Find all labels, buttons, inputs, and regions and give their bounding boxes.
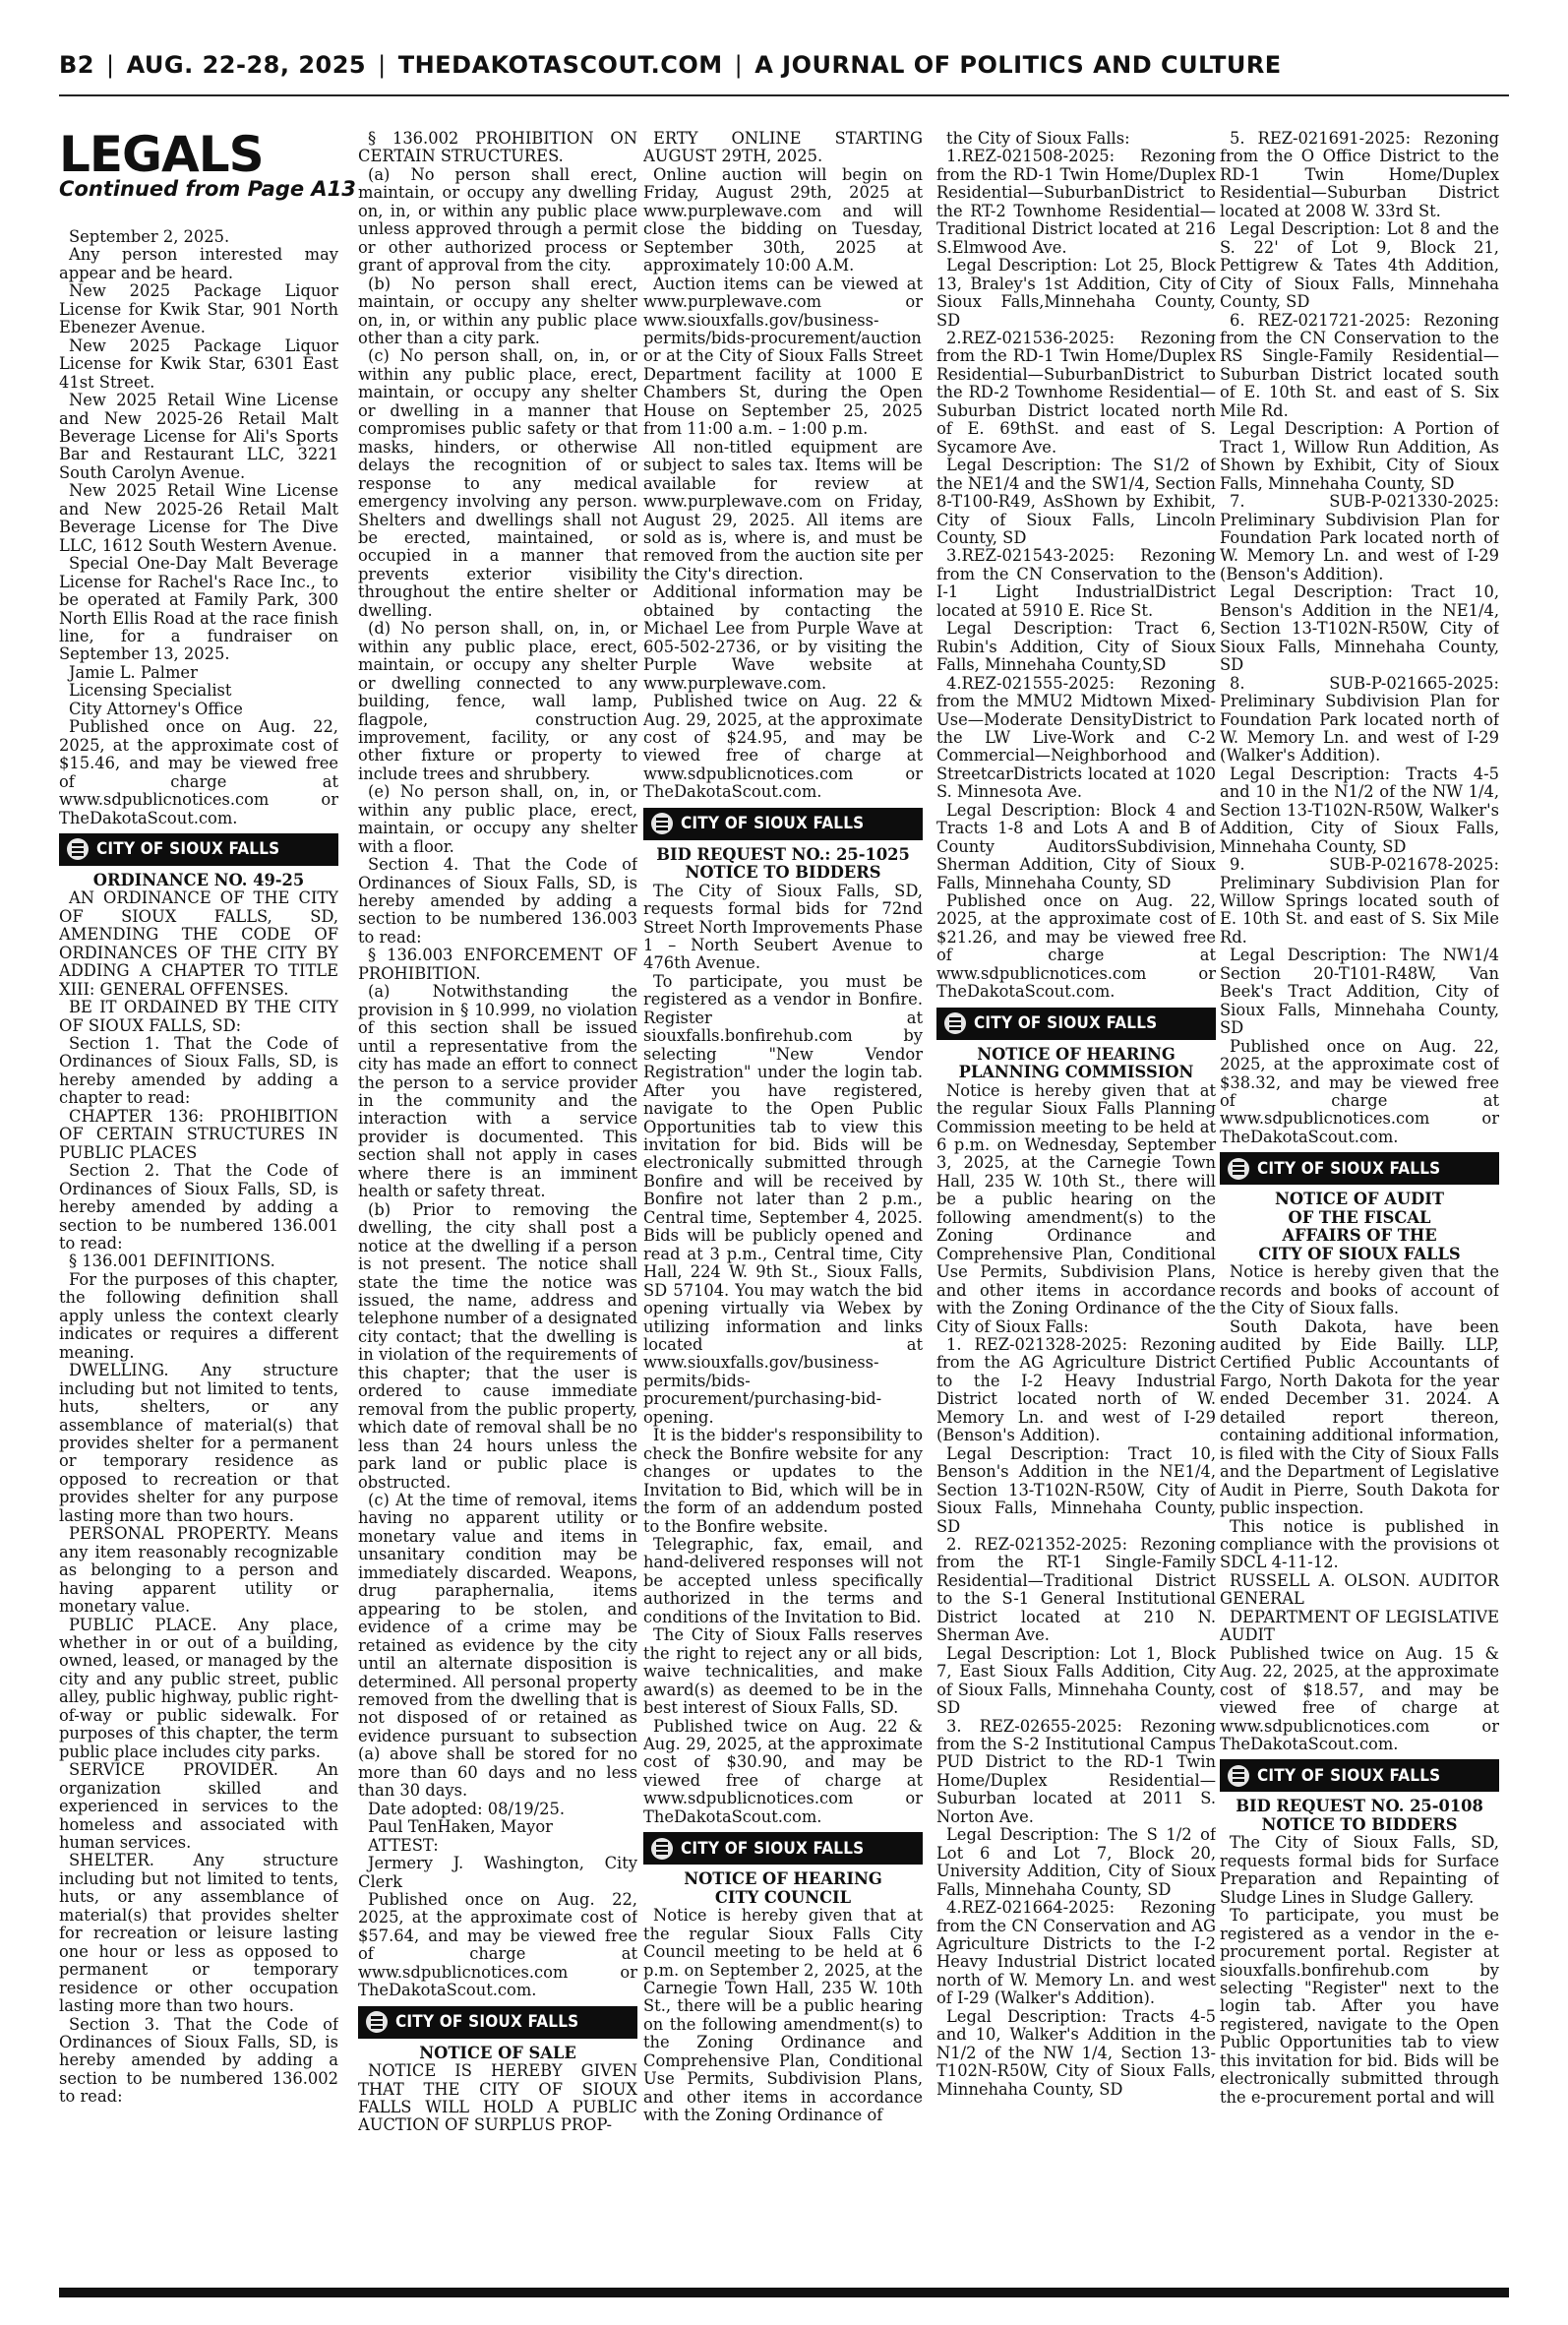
paragraph: Published twice on Aug. 15 & Aug. 22, 2025, at the approximate cost of $18.57, and may be viewed free of charge at www.sdpublicnotices.com or TheDakotaScout.com. xyxy=(1220,1643,1499,1753)
paragraph: 3.REZ-021543-2025: Rezoning from the CN Conservation to the I-1 Light IndustrialDistrict located at 5910 E. Rice St. xyxy=(936,546,1216,620)
paragraph: Section 4. That the Code of Ordinances of Sioux Falls, SD, is hereby amended by adding a section to be numbered 136.003 to read: xyxy=(358,855,637,947)
notice-heading xyxy=(643,1870,923,1907)
heading-line: CITY COUNCIL xyxy=(714,1887,852,1907)
paragraph: Legal Description: Block 4 and Tracts 1-8 and Lots A and B of County AuditorsSubdivision, Sherman Addition, City of Sioux Falls, Minnehaha County, SD xyxy=(936,800,1216,892)
paragraph: Legal Description: Lot 8 and the S. 22' of Lot 9, Block 21, Pettigrew & Tates 4th Addition, City of Sioux Falls, Minnehaha County, SD xyxy=(1220,219,1499,312)
paragraph: Paul TenHaken, Mayor xyxy=(368,1817,553,1837)
heading-line: NOTICE TO BIDDERS xyxy=(1261,1814,1458,1834)
heading-line: NOTICE TO BIDDERS xyxy=(685,863,881,883)
paragraph: NOTICE IS HEREBY GIVEN THAT THE CITY OF SIOUX FALLS WILL HOLD A PUBLIC AUCTION OF SURPLUS PROP- xyxy=(358,2061,637,2135)
paragraph: Published once on Aug. 22, 2025, at the approximate cost of $21.26, and may be viewed free of charge at www.sdpublicnotices.com or TheDakotaScout.com. xyxy=(936,891,1216,1002)
paragraph: § 136.002 PROHIBITION ON CERTAIN STRUCTURES. xyxy=(358,130,637,166)
notice-text xyxy=(643,1907,923,2124)
notice-text xyxy=(1220,1834,1499,2107)
heading-line: NOTICE OF HEARING xyxy=(977,1044,1176,1064)
city-section-bar: CITY OF SIOUX FALLS xyxy=(59,833,338,866)
paragraph: 8. SUB-P-021665-2025: Preliminary Subdivision Plan for Foundation Park located north of W. Memory Ln. and west of I-29 (Walker's Addition). xyxy=(1220,673,1499,765)
paragraph: 5. REZ-021691-2025: Rezoning from the O Office District to the RD-1 Twin Home/Duplex Residential—Suburban District located at 2008 W. 33rd St. xyxy=(1220,130,1499,220)
paragraph: 2. REZ-021352-2025: Rezoning from the RT-1 Single-Family Residential—Traditional District to the S-1 General Institutional District located at 210 N. Sherman Ave. xyxy=(936,1534,1216,1645)
paragraph: Published once on Aug. 22, 2025, at the approximate cost of $38.32, and may be viewed free of charge at www.sdpublicnotices.com or TheDakotaScout.com. xyxy=(1220,1036,1499,1146)
city-section-bar: CITY OF SIOUX FALLS xyxy=(358,2006,637,2039)
city-logo-icon xyxy=(651,813,673,834)
paragraph: ERTY ONLINE STARTING AUGUST 29TH, 2025. xyxy=(643,130,923,166)
paragraph: Auction items can be viewed at www.purplewave.com or www.siouxfalls.gov/business-permits/bids-procurement/auction or at the City of Sioux Falls Street Department facility at 1000 E Chambers St, during the Open House on September 25, 2025 from 11:00 a.m. – 1:00 p.m. xyxy=(643,274,923,439)
paragraph: The City of Sioux Falls, SD, requests formal bids for 72nd Street North Improvements Phase 1 – North Seubert Avenue to 476th Avenue. xyxy=(643,881,923,973)
paragraph: PUBLIC PLACE. Any place, whether in or out of a building, owned, leased, or managed by the city and any public street, public alley, public highway, public right-of-way or public sidewalk. For purposes of this chapter, the term public place includes city parks. xyxy=(59,1615,338,1761)
notice-heading xyxy=(1220,1191,1499,1263)
paragraph: BE IT ORDAINED BY THE CITY OF SIOUX FALLS, SD: xyxy=(59,998,338,1035)
paragraph: 9. SUB-P-021678-2025: Preliminary Subdivision Plan for Willow Springs located south of E. 10th St. and east of S. Six Mile Rd. xyxy=(1220,855,1499,947)
notice-heading: ORDINANCE NO. 49-25 xyxy=(92,870,305,889)
paragraph: SERVICE PROVIDER. An organization skilled and experienced in services to the homeless and associated with human services. xyxy=(59,1760,338,1852)
city-section-bar: CITY OF SIOUX FALLS xyxy=(936,1008,1216,1040)
paragraph: All non-titled equipment are subject to sales tax. Items will be available for review at www.purplewave.com on Friday, August 29, 2025. All items are sold as is, where is, and must be removed from the auction site per the City's direction. xyxy=(643,437,923,583)
continued-from: Continued from Page A13 xyxy=(59,177,356,201)
city-logo-icon xyxy=(1228,1765,1249,1787)
city-logo-icon xyxy=(944,1012,966,1034)
section-title: LEGALS xyxy=(59,126,264,183)
paragraph: RUSSELL A. OLSON. AUDITOR GENERAL xyxy=(1220,1570,1499,1609)
paragraph: DEPARTMENT OF LEGISLATIVE AUDIT xyxy=(1220,1607,1499,1645)
paragraph: Notice is hereby given that at the regular Sioux Falls Planning Commission meeting to be held at 6 p.m. on Wednesday, September 3, 2025, at the Carnegie Town Hall, 235 W. 10th St., there will be a public hearing on the following amendment(s) to the Zoning Ordinance and Comprehensive Plan, Conditional Use Permits, Subdivision Plans, and other items in accordance with the Zoning Ordinance of the City of Sioux Falls: xyxy=(936,1080,1216,1336)
paragraph: 4.REZ-021555-2025: Rezoning from the MMU2 Midtown Mixed-Use—Moderate DensityDistrict to the LW Live-Work and C-2 Commercial—Neighborhood and StreetcarDistricts located at 1020 S. Minnesota Ave. xyxy=(936,673,1216,802)
paragraph: Jermery J. Washington, City Clerk xyxy=(358,1854,637,1891)
notice-text xyxy=(643,130,923,802)
city-logo-icon xyxy=(651,1838,673,1860)
paragraph: New 2025 Retail Wine License and New 2025-26 Retail Malt Beverage License for The Dive LLC, 1612 South Western Avenue. xyxy=(59,481,338,555)
column-1 xyxy=(59,228,338,2283)
heading-line: PLANNING COMMISSION xyxy=(958,1063,1194,1082)
site-name: THEDAKOTASCOUT.COM xyxy=(397,51,723,79)
paragraph: DWELLING. Any structure including but not limited to tents, huts, shelters, or any assemblance of material(s) that provides shelter for a permanent or temporary residence as opposed to recreation or that provides shelter for any purpose lasting more than two hours. xyxy=(59,1361,338,1525)
header-separator: | xyxy=(106,51,115,79)
city-logo-icon xyxy=(366,2011,388,2033)
paragraph: 6. REZ-021721-2025: Rezoning from the CN Conservation to the RS Single-Family Residential—Suburban District located south of E. 10th St. and east of S. Six Mile Rd. xyxy=(1220,310,1499,420)
column-5 xyxy=(1220,130,1499,2283)
notice-heading xyxy=(643,846,923,883)
footer-rule xyxy=(59,2288,1509,2297)
paragraph: For the purposes of this chapter, the following definition shall apply unless the context clearly indicates or requires a different meaning. xyxy=(59,1269,338,1362)
paragraph: AN ORDINANCE OF THE CITY OF SIOUX FALLS, SD, AMENDING THE CODE OF ORDINANCES OF THE CITY BY ADDING A CHAPTER TO TITLE XIII: GENERAL OFFENSES. xyxy=(59,888,338,999)
paragraph: Legal Description: Tract 10, Benson's Addition in the NE1/4, Section 13-T102N-R50W, City of Sioux Falls, Minnehaha County, SD xyxy=(1220,582,1499,675)
paragraph: the City of Sioux Falls: xyxy=(946,130,1130,148)
paragraph: Telegraphic, fax, email, and hand-delivered responses will not be accepted unless specifically authorized in the terms and conditions of the Invitation to Bid. xyxy=(643,1534,923,1626)
paragraph: Published once on Aug. 22, 2025, at the approximate cost of $15.46, and may be viewed free of charge at www.sdpublicnotices.com or TheDakotaScout.com. xyxy=(59,717,338,827)
header-separator: | xyxy=(734,51,744,79)
paragraph: South Dakota, have been audited by Eide Bailly. LLP, Certified Public Accountants of Fargo, North Dakota for the year ended December 31. 2024. A detailed report thereon, containing additional information, is filed with the City of Sioux Falls and the Department of Legislative Audit in Pierre, South Dakota for public inspection. xyxy=(1220,1316,1499,1518)
paragraph: 4.REZ-021664-2025: Rezoning from the CN Conservation and AG Agriculture Districts to the I-2 Heavy Industrial District located north of W. Memory Ln. and west of I-29 (Walker's Addition). xyxy=(936,1898,1216,2008)
paragraph: Online auction will begin on Friday, August 29th, 2025 at www.purplewave.com and will close the bidding on Tuesday, September 30th, 2025 at approximately 10:00 A.M. xyxy=(643,164,923,275)
notice-text xyxy=(358,130,637,2000)
paragraph: (b) No person shall erect, maintain, or occupy any shelter on, in, or within any public place other than a city park. xyxy=(358,274,637,347)
notice-text xyxy=(936,130,1216,1002)
paragraph: 3. REZ-02655-2025: Rezoning from the S-2 Institutional Campus PUD District to the RD-1 Twin Home/Duplex Residential—Suburban located at 2011 S. Norton Ave. xyxy=(936,1716,1216,1826)
paragraph: (d) No person shall, on, in, or within any public place, erect, maintain, or occupy any shelter or dwelling connected to any building, fence, wall lamp, flagpole, construction improvement, facility, or any other fixture or property to include trees and shrubbery. xyxy=(358,619,637,783)
paragraph: ATTEST: xyxy=(368,1835,439,1855)
notice-text xyxy=(936,1082,1216,2099)
paragraph: To participate, you must be registered as a vendor in Bonfire. Register at siouxfalls.bonfirehub.com by selecting "New Vendor Registration" under the login tab. After you have registered, navigate to the Open Public Opportunities tab to view this invitation for bid. Bids will be electronically submitted through Bonfire and will be received by Bonfire not later than 2 p.m., Central time, September 4, 2025. Bids will be publicly opened and read at 3 p.m., Central time, City Hall, 224 W. 9th St., Sioux Falls, SD 57104. You may watch the bid opening virtually via Webex by utilizing information and links located at www.siouxfalls.gov/business-permits/bids-procurement/purchasing-bid-opening. xyxy=(643,971,923,1427)
city-section-bar: CITY OF SIOUX FALLS xyxy=(643,1832,923,1865)
paragraph: City Attorney's Office xyxy=(69,699,243,718)
city-section-bar: CITY OF SIOUX FALLS xyxy=(643,808,923,840)
paragraph: Legal Description: The NW1/4 Section 20-T101-R48W, Van Beek's Tract Addition, City of Sioux Falls, Minnehaha County, SD xyxy=(1220,946,1499,1038)
paragraph: § 136.003 ENFORCEMENT OF PROHIBITION. xyxy=(358,946,637,983)
paragraph: 1.REZ-021508-2025: Rezoning from the RD-1 Twin Home/Duplex Residential—SuburbanDistrict to the RT-2 Townhome Residential—Traditional District located at 216 S.Elmwood Ave. xyxy=(936,147,1216,257)
heading-line: OF THE FISCAL xyxy=(1288,1207,1431,1227)
paragraph: Any person interested may appear and be heard. xyxy=(59,245,338,282)
column-2 xyxy=(358,130,637,2283)
city-section-bar: CITY OF SIOUX FALLS xyxy=(1220,1152,1499,1185)
notice-text xyxy=(1220,1263,1499,1753)
page-header xyxy=(59,51,1515,87)
paragraph: Jamie L. Palmer xyxy=(69,662,198,682)
paragraph: Section 3. That the Code of Ordinances of Sioux Falls, SD, is hereby amended by adding a section to be numbered 136.002 to read: xyxy=(59,2014,338,2107)
paragraph: (e) No person shall, on, in, or within any public place, erect, maintain, or occupy any shelter with a floor. xyxy=(358,782,637,856)
city-section-bar: CITY OF SIOUX FALLS xyxy=(1220,1759,1499,1792)
header-rule xyxy=(59,94,1509,96)
paragraph: Legal Description: Tracts 4-5 and 10 in the N1/2 of the NW 1/4, Section 13-T102N-R50W, Walker's Addition, City of Sioux Falls, Minnehaha County, SD xyxy=(1220,764,1499,856)
paragraph: Legal Description: Lot 1, Block 7, East Sioux Falls Addition, City of Sioux Falls, Minnehaha County, SD xyxy=(936,1643,1216,1718)
notice-heading: NOTICE OF SALE xyxy=(419,2043,576,2062)
notice-text xyxy=(59,889,338,2106)
heading-line: NOTICE OF AUDIT xyxy=(1275,1190,1444,1209)
paragraph: Licensing Specialist xyxy=(69,681,232,701)
paragraph: New 2025 Package Liquor License for Kwik Star, 6301 East 41st Street. xyxy=(59,336,338,392)
paragraph: 7. SUB-P-021330-2025: Preliminary Subdivision Plan for Foundation Park located north of W. Memory Ln. and west of I-29 (Benson's Addition). xyxy=(1220,492,1499,583)
column-3 xyxy=(643,130,923,2283)
notice-text xyxy=(643,883,923,1827)
heading-line: BID REQUEST NO. 25-0108 xyxy=(1236,1797,1483,1816)
paragraph: September 2, 2025. xyxy=(69,228,230,246)
paragraph: The City of Sioux Falls, SD, requests formal bids for Surface Preparation and Repainting of Sludge Lines in Sludge Gallery. xyxy=(1220,1833,1499,1907)
paragraph: (a) No person shall erect, maintain, or occupy any dwelling on, in, or within any public place unless approved through a permit or other authorized process or grant of approval from the city. xyxy=(358,164,637,275)
paragraph: Published twice on Aug. 22 & Aug. 29, 2025, at the approximate cost of $24.95, and may be viewed free of charge at www.sdpublicnotices.com or TheDakotaScout.com. xyxy=(643,692,923,802)
tagline: A JOURNAL OF POLITICS AND CULTURE xyxy=(754,51,1282,79)
paragraph: Notice is hereby given that the records and books of account of the City of Sioux falls. xyxy=(1220,1262,1499,1318)
heading-line: BID REQUEST NO.: 25-1025 xyxy=(656,844,910,864)
paragraph: 1. REZ-021328-2025: Rezoning from the AG Agriculture District to the I-2 Heavy Industrial District located north of W. Memory Ln. and west of I-29 (Benson's Addition). xyxy=(936,1335,1216,1445)
issue-date: AUG. 22-28, 2025 xyxy=(126,51,367,79)
notice-text xyxy=(358,2062,637,2135)
paragraph: To participate, you must be registered as a vendor in the e-procurement portal. Register at siouxfalls.bonfirehub.com by selecting "Register" next to the login tab. After you have registered, navigate to the Open Public Opportunities tab to view this invitation for bid. Bids will be electronically submitted through the e-procurement portal and will xyxy=(1220,1906,1499,2107)
paragraph: Published once on Aug. 22, 2025, at the approximate cost of $57.64, and may be viewed free of charge at www.sdpublicnotices.com or TheDakotaScout.com. xyxy=(358,1889,637,2000)
paragraph: Special One-Day Malt Beverage License for Rachel's Race Inc., to be operated at Family Park, 300 North Ellis Road at the race finish line, for a fundraiser on September 13, 2025. xyxy=(59,554,338,664)
paragraph: Legal Description: Tracts 4-5 and 10, Walker's Addition in the N1/2 of the NW 1/4, Section 13-T102N-R50W, City of Sioux Falls, Minnehaha County, SD xyxy=(936,2006,1216,2099)
paragraph: Additional information may be obtained by contacting the Michael Lee from Purple Wave at 605-502-2736, or by visiting the Purple Wave website at www.purplewave.com. xyxy=(643,582,923,693)
paragraph: CHAPTER 136: PROHIBITION OF CERTAIN STRUCTURES IN PUBLIC PLACES xyxy=(59,1106,338,1162)
paragraph: PERSONAL PROPERTY. Means any item reasonably recognizable as belonging to a person and having apparent utility or monetary value. xyxy=(59,1524,338,1617)
heading-line: CITY OF SIOUX FALLS xyxy=(1258,1244,1461,1263)
header-separator: | xyxy=(378,51,387,79)
paragraph: SHELTER. Any structure including but not limited to tents, huts, or any assemblance of material(s) that provides shelter for recreation or leisure lasting one hour or less as opposed to permanent or temporary residence or other occupation lasting more than two hours. xyxy=(59,1851,338,2016)
paragraph: 2.REZ-021536-2025: Rezoning from the RD-1 Twin Home/Duplex Residential—SuburbanDistrict to the RD-2 Townhome Residential—Suburban District located north of E. 69thSt. and east of S. Sycamore Ave. xyxy=(936,328,1216,457)
paragraph: Legal Description: The S1/2 of the NE1/4 and the SW1/4, Section 8-T100-R49, AsShown by Exhibit, City of Sioux Falls, Lincoln County, SD xyxy=(936,456,1216,547)
paragraph: Legal Description: The S 1/2 of Lot 6 and Lot 7, Block 20, University Addition, City of Sioux Falls, Minnehaha County, SD xyxy=(936,1825,1216,1899)
paragraph: Section 2. That the Code of Ordinances of Sioux Falls, SD, is hereby amended by adding a section to be numbered 136.001 to read: xyxy=(59,1161,338,1254)
notice-text xyxy=(59,228,338,827)
city-logo-icon xyxy=(1228,1158,1249,1180)
paragraph: Legal Description: A Portion of Tract 1, Willow Run Addition, As Shown by Exhibit, City of Sioux Falls, Minnehaha County, SD xyxy=(1220,419,1499,493)
notice-heading xyxy=(936,1046,1216,1082)
paragraph: It is the bidder's responsibility to check the Bonfire website for any changes or updates to the Invitation to Bid, which will be in the form of an addendum posted to the Bonfire website. xyxy=(643,1426,923,1536)
paragraph: (c) At the time of removal, items having no apparent utility or monetary value and items in unsanitary condition may be immediately discarded. Weapons, drug paraphernalia, items appearing to be stolen, and evidence of a crime may be retained as evidence by the city until an alternate disposition is determined. All personal property removed from the dwelling that is not disposed of or retained as evidence pursuant to subsection (a) above shall be stored for no more than 60 days and no less than 30 days. xyxy=(358,1490,637,1801)
city-logo-icon xyxy=(67,838,89,860)
page-number: B2 xyxy=(59,51,94,79)
paragraph: (a) Notwithstanding the provision in § 10.999, no violation of this section shall be issued until a representative from the city has made an effort to connect the person to a service provider in the community and the interaction with a service provider is documented. This section shall not apply in cases where there is an imminent health or safety threat. xyxy=(358,982,637,1201)
column-4 xyxy=(936,130,1216,2283)
paragraph: (c) No person shall, on, in, or within any public place, erect, maintain, or occupy any shelter or dwelling in a manner that compromises public safety or that masks, hinders, or otherwise delays the recognition of or response to any medical emergency involving any person. Shelters and dwellings shall not be erected, maintained, or occupied in a manner that prevents exterior visibility throughout the entire shelter or dwelling. xyxy=(358,346,637,620)
paragraph: This notice is published in compliance with the provisions ot SDCL 4-11-12. xyxy=(1220,1516,1499,1572)
paragraph: § 136.001 DEFINITIONS. xyxy=(69,1252,275,1271)
paragraph: New 2025 Package Liquor License for Kwik Star, 901 North Ebenezer Avenue. xyxy=(59,281,338,337)
paragraph: Published twice on Aug. 22 & Aug. 29, 2025, at the approximate cost of $30.90, and may be viewed free of charge at www.sdpublicnotices.com or TheDakotaScout.com. xyxy=(643,1716,923,1826)
paragraph: Legal Description: Lot 25, Block 13, Braley's 1st Addition, City of Sioux Falls,Minnehaha County, SD xyxy=(936,256,1216,330)
notice-heading xyxy=(1220,1798,1499,1834)
paragraph: The City of Sioux Falls reserves the right to reject any or all bids, waive technicalities, and make award(s) as deemed to be in the best interest of Sioux Falls, SD. xyxy=(643,1625,923,1718)
paragraph: (b) Prior to removing the dwelling, the city shall post a notice at the dwelling if a person is not present. The notice shall state the time the notice was issued, the name, address and telephone number of a designated city contact; that the dwelling is in violation of the requirements of this chapter; that the user is ordered to cause immediate removal from the public property, which date of removal shall be no less than 24 hours unless the park land or public place is obstructed. xyxy=(358,1199,637,1492)
heading-line: NOTICE OF HEARING xyxy=(684,1869,882,1889)
heading-line: AFFAIRS OF THE xyxy=(1282,1226,1437,1246)
notice-text xyxy=(1220,130,1499,1146)
paragraph: New 2025 Retail Wine License and New 2025-26 Retail Malt Beverage License for Ali's Sports Bar and Restaurant LLC, 3221 South Carolyn Avenue. xyxy=(59,391,338,482)
paragraph: Date adopted: 08/19/25. xyxy=(368,1799,566,1818)
paragraph: Notice is hereby given that at the regular Sioux Falls City Council meeting to be held at 6 p.m. on September 2, 2025, at the Carnegie Town Hall, 235 W. 10th St., there will be a public hearing on the following amendment(s) to the Zoning Ordinance and Comprehensive Plan, Conditional Use Permits, Subdivision Plans, and other items in accordance with the Zoning Ordinance of xyxy=(643,1906,923,2125)
paragraph: Legal Description: Tract 10, Benson's Addition in the NE1/4, Section 13-T102N-R50W, City of Sioux Falls, Minnehaha County, SD xyxy=(936,1443,1216,1536)
paragraph: Legal Description: Tract 6, Rubin's Addition, City of Sioux Falls, Minnehaha County,SD xyxy=(936,619,1216,675)
paragraph: Section 1. That the Code of Ordinances of Sioux Falls, SD, is hereby amended by adding a chapter to read: xyxy=(59,1034,338,1108)
